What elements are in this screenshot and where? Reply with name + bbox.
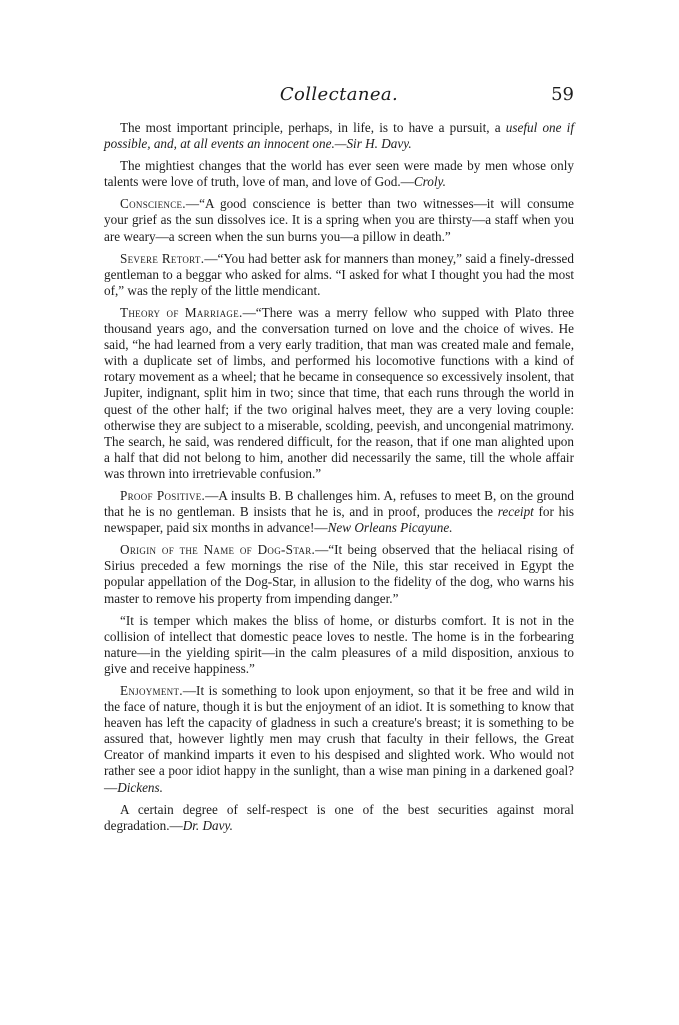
paragraph-attribution: Dickens. — [117, 779, 163, 795]
paragraph-text: The mightiest changes that the world has ever seen were made by men whose only talents were love of truth, love of man, and love of God.— — [104, 158, 574, 190]
paragraph-attribution: Croly. — [413, 174, 446, 190]
paragraph-enjoyment — [104, 683, 574, 796]
book-page — [104, 84, 574, 838]
running-title: Collectanea. — [279, 84, 399, 105]
paragraph-text: —It is something to look upon enjoyment, so that it be free and wild in the face of nature, though it is but the enjoyment of an idiot. It is something to know that heaven has left the capacity of gladness in such a creature's breast; it is something to be assured that, however lightly men may crush that faculty in their fellows, the Great Creator of mankind imparts it even to his despised and slighted work. Who would not rather see a poor idiot happy in the sunlight, than a wise man pining in a darkened goal?— — [104, 683, 574, 795]
paragraph-dog-star — [104, 542, 574, 606]
paragraph-heading: Theory of Marriage. — [120, 304, 243, 320]
paragraph-text: —A insults B. B challenges him. A, refuses to meet B, on the ground that he is no gentleman. B insists that he is, and in proof, produces the — [104, 487, 575, 520]
paragraph-heading: Conscience. — [120, 196, 186, 212]
paragraph-text: The most important principle, perhaps, in life, is to have a pursuit, a — [120, 120, 506, 135]
paragraph-text: —“You had better ask for manners than money,” said a finely-dressed gentleman to a beggar who asked for alms. “I asked for what I thought you had the most of,” was the reply of the little mendicant. — [104, 250, 574, 298]
paragraph-text: —“A good conscience is better than two witnesses—it will consume your grief as the sun dissolves ice. It is a spring when you are thirsty—a staff when you are weary—a screen when the sun burns you—a pillow in death.” — [104, 196, 574, 244]
page-header — [104, 84, 574, 114]
paragraph-attribution: New Orleans Picayune. — [327, 520, 453, 536]
paragraph-emphasis: receipt — [497, 504, 534, 520]
paragraph-davy-principle — [104, 120, 574, 152]
paragraph-self-respect — [104, 802, 574, 834]
paragraph-conscience — [104, 196, 574, 244]
paragraph-croly — [104, 158, 574, 190]
paragraph-attribution: useful one if possible, and, at all events an innocent one.—Sir H. Davy. — [104, 120, 574, 152]
paragraph-text: —“It being observed that the heliacal rising of Sirius preceded a few mornings the rise of the Nile, this star received in Egypt the popular appellation of the Dog-Star, in allusion to the fidelity of the dog, who warns his master to remove his property from impending danger.” — [104, 542, 574, 606]
paragraph-heading: Enjoyment. — [120, 683, 183, 698]
paragraph-theory-of-marriage — [104, 305, 574, 482]
paragraph-temper — [104, 613, 574, 677]
paragraph-heading: Severe Retort. — [120, 250, 205, 266]
paragraph-heading: Proof Positive. — [120, 487, 206, 503]
page-body — [104, 120, 574, 834]
paragraph-text: “It is temper which makes the bliss of home, or disturbs comfort. It is not in the collision of intellect that domestic peace loves to nestle. The home is in the forbearing nature—in the yielding spirit—in the calm pleasures of a mild disposition, anxious to give and receive happiness.” — [104, 612, 574, 676]
paragraph-text: —“There was a merry fellow who supped with Plato three thousand years ago, and the conversation turned on love and the choice of wives. He said, “he had learned from a very early tradition, that man was created male and female, with a duplicate set of limbs, and performed his locomotive functions with a kind of rotary movement as a wheel; that he became in consequence so excessively insolent, that Jupiter, indignant, split him in two; since that time, that each runs through the world in quest of the other half; if the two original halves meet, they are a very loving couple: otherwise they are subject to a miserable, scolding, peevish, and uncongenial matrimony. The search, he said, was rendered difficult, for the reason, that if one man alighted upon a half that did not belong to him, another did necessarily the same, till the whole affair was thrown into irretrievable confusion.” — [104, 304, 574, 481]
paragraph-text: A certain degree of self-respect is one of the best securities against moral degradation.— — [104, 801, 574, 833]
paragraph-severe-retort — [104, 251, 574, 299]
paragraph-attribution: Dr. Davy. — [182, 817, 233, 833]
page-number: 59 — [551, 84, 574, 105]
paragraph-heading: Origin of the Name of Dog-Star. — [120, 542, 316, 558]
paragraph-proof-positive — [104, 488, 574, 536]
paragraph-text-continued: for his newspaper, paid six months in advance!— — [104, 504, 574, 536]
